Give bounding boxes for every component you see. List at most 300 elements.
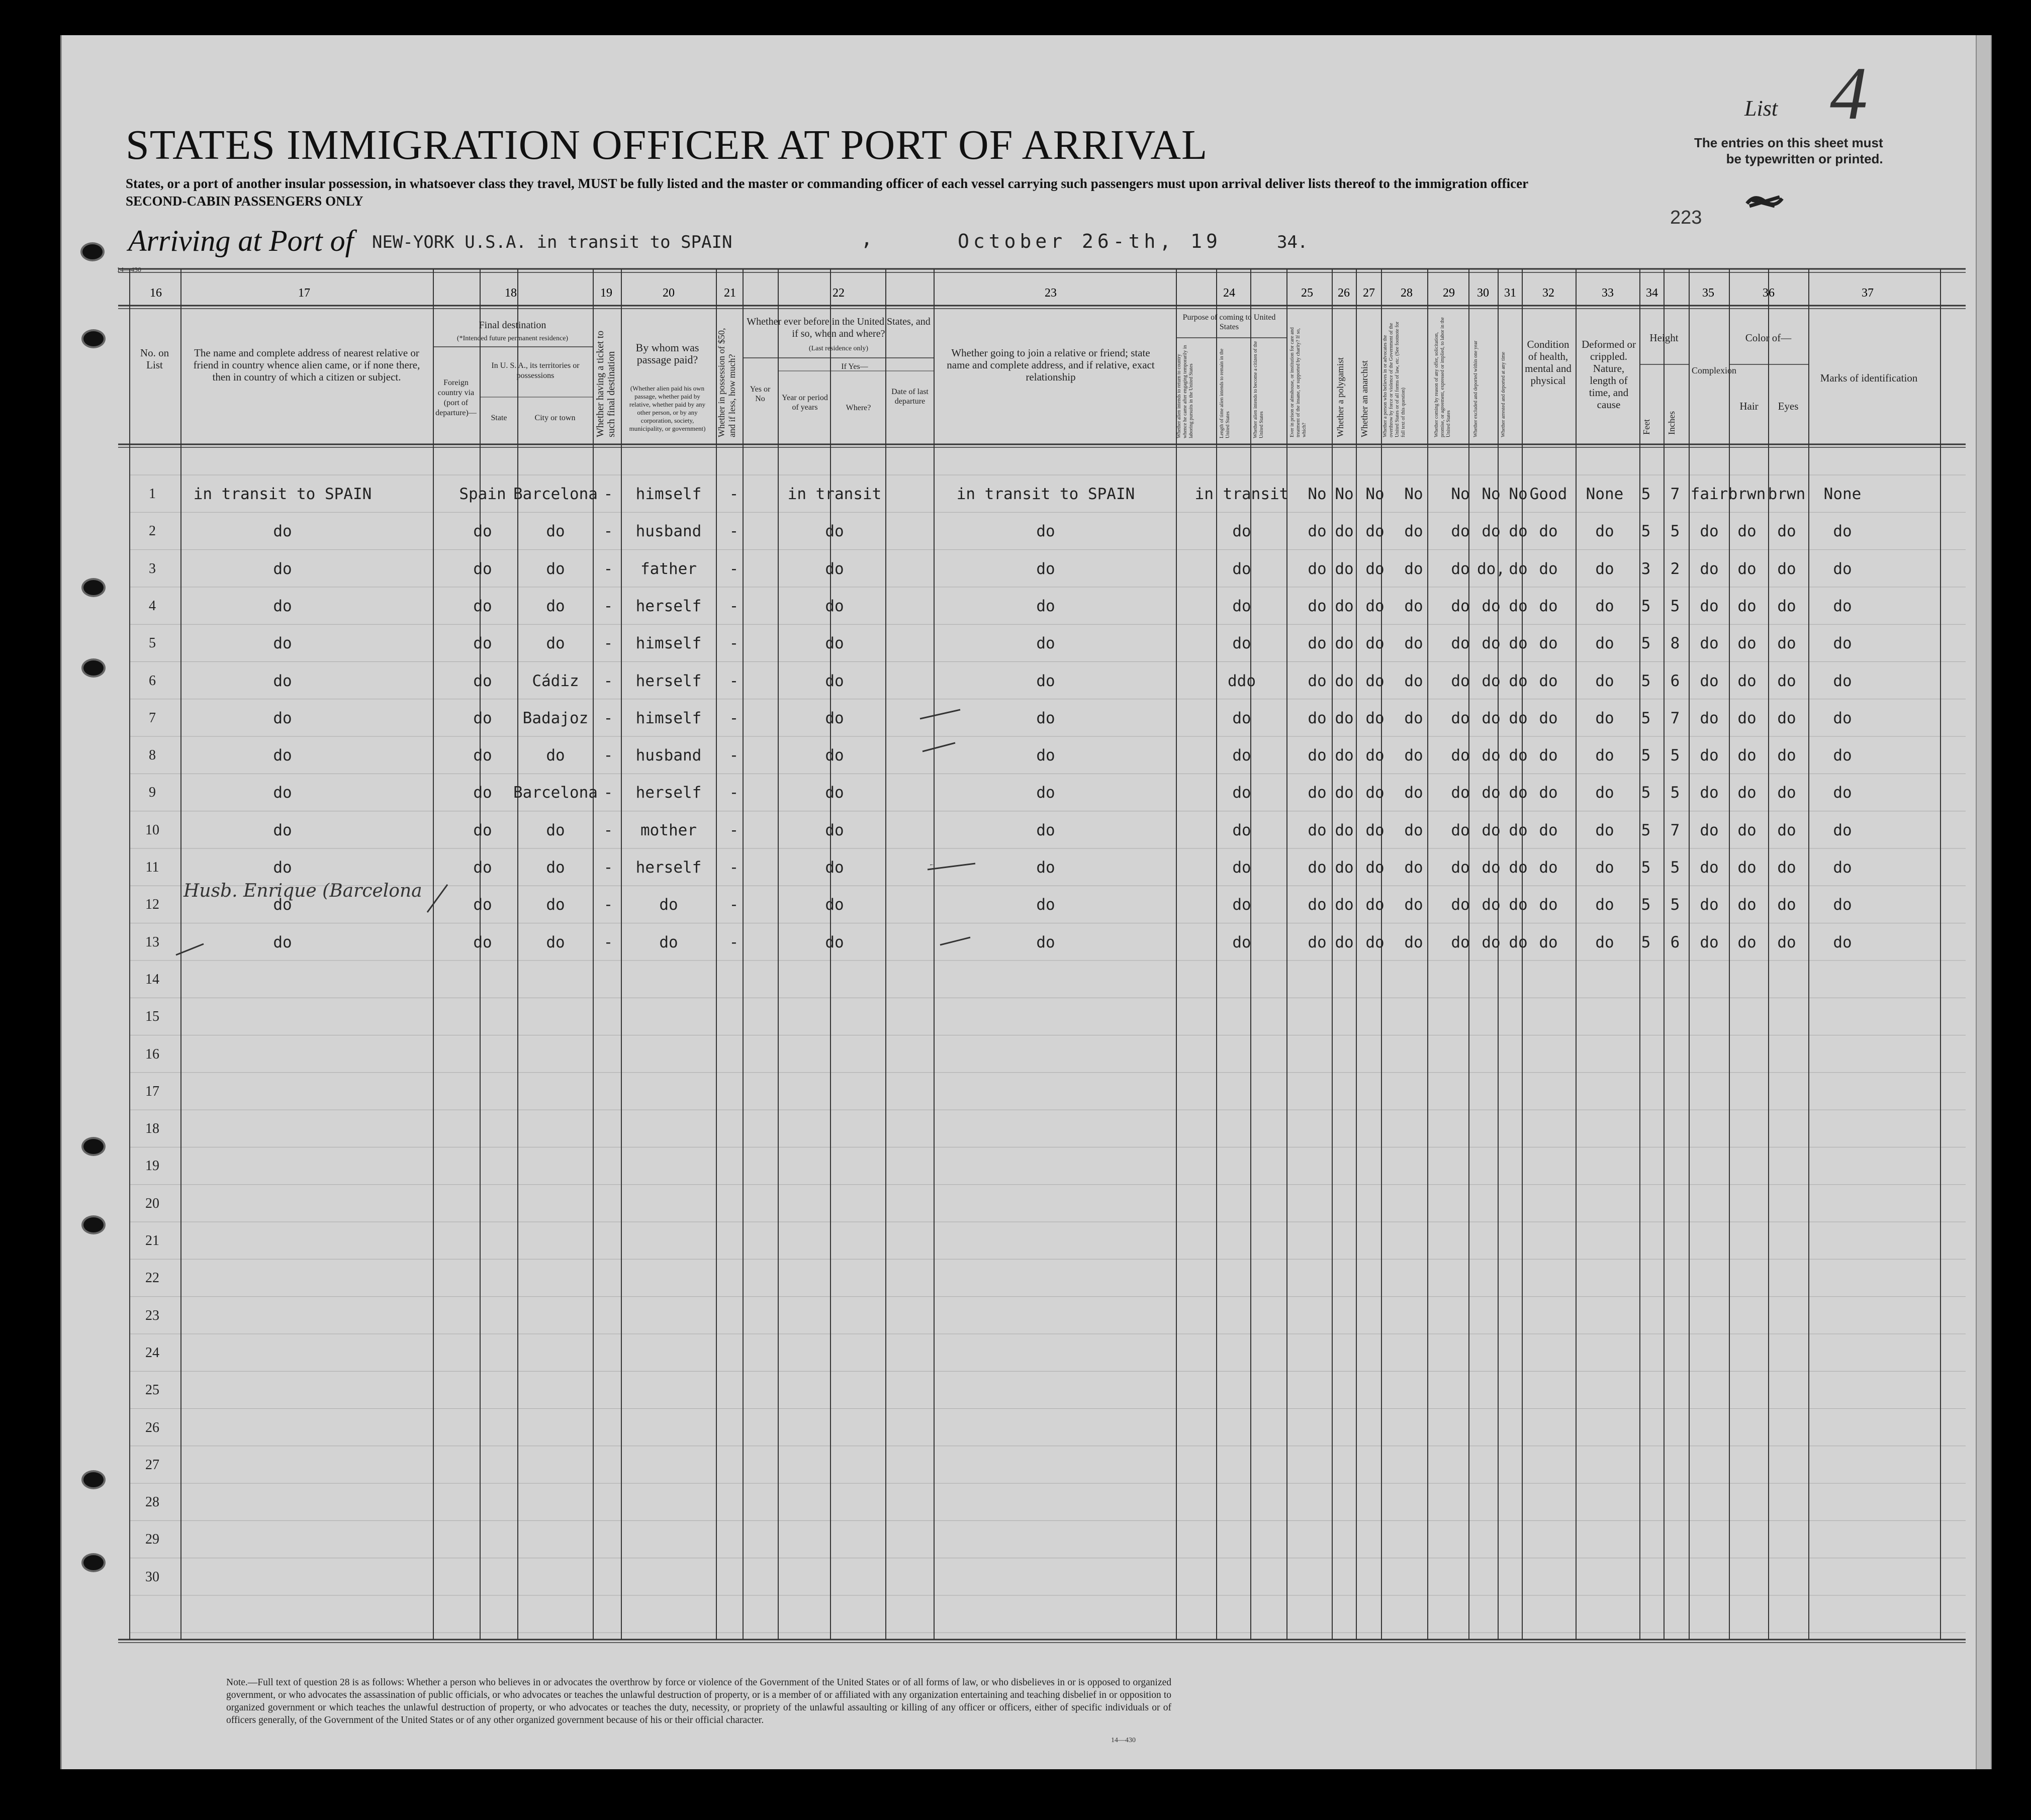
cell-ticket: - — [603, 559, 613, 578]
cell-ever-before: do — [825, 746, 844, 765]
cell-city: Barcelona — [513, 485, 598, 503]
cell-money: - — [729, 896, 739, 914]
cell-question-31: do — [1509, 933, 1528, 951]
cell-city: do — [546, 597, 565, 615]
column-number: 23 — [1045, 286, 1057, 300]
cell-polygamist: do — [1335, 709, 1354, 727]
cell-health: do — [1539, 821, 1558, 839]
cell-question-31: do — [1509, 634, 1528, 653]
cell-relative: do — [273, 634, 292, 653]
cell-prison: do — [1308, 522, 1327, 541]
cell-hair: brwn — [1728, 485, 1766, 503]
row-number: 18 — [145, 1121, 159, 1137]
cell-foreign-country: do — [473, 933, 492, 951]
cell-question-28: do — [1404, 672, 1423, 690]
cell-question-28: do — [1404, 634, 1423, 653]
cell-relative: do — [273, 896, 292, 914]
column-number: 25 — [1301, 286, 1313, 300]
cell-ticket: - — [603, 522, 613, 541]
cell-deformed: do — [1595, 522, 1614, 541]
cell-relative: do — [273, 746, 292, 765]
header-question-28: Whether a person who believes in or advocates the overthrow by force or violence of the Government of the United States or of all forms of law, etc. (See footnote for full text of this question) — [1382, 321, 1406, 437]
arriving-label: Arriving at Port of — [128, 224, 354, 257]
cell-city: do — [546, 746, 565, 765]
cell-deformed: do — [1595, 896, 1614, 914]
cell-deformed: do — [1595, 709, 1614, 727]
cell-anarchist: No — [1365, 485, 1384, 503]
row-number: 20 — [145, 1195, 159, 1211]
cell-deformed: None — [1586, 485, 1624, 503]
cell-eyes: do — [1777, 709, 1796, 727]
cell-anarchist: do — [1365, 634, 1384, 653]
column-number: 31 — [1504, 286, 1516, 300]
header-relative-address: The name and complete address of nearest relative or friend in country whence alien came, or if none there, then in country of which a citizen or subject. — [193, 347, 420, 383]
header-question-30: Whether excluded and deported within one year — [1473, 340, 1479, 437]
cell-question-31: do — [1509, 896, 1528, 914]
cell-health: do — [1539, 597, 1558, 615]
cell-marks: do — [1833, 821, 1852, 839]
cell-paid-by: himself — [635, 634, 702, 653]
cell-money: - — [729, 933, 739, 951]
cell-marks: do — [1833, 559, 1852, 578]
cell-anarchist: do — [1365, 522, 1384, 541]
arrival-date: October 26-th, 19 — [958, 230, 1222, 252]
row-number: 19 — [145, 1158, 159, 1174]
cell-ticket: - — [603, 597, 613, 615]
cell-inches: 7 — [1670, 485, 1680, 503]
cell-ever-before: do — [825, 709, 844, 727]
cell-feet: 5 — [1641, 522, 1651, 541]
cell-question-28: do — [1404, 858, 1423, 877]
header-where: Where? — [846, 404, 871, 412]
header-yes-no: Yes or No — [750, 385, 771, 403]
column-number: 30 — [1477, 286, 1489, 300]
cell-marks: do — [1833, 709, 1852, 727]
cell-complexion: do — [1700, 821, 1719, 839]
cell-hair: do — [1737, 672, 1757, 690]
cell-polygamist: do — [1335, 784, 1354, 802]
cell-question-28: No — [1404, 485, 1423, 503]
cell-city: do — [546, 821, 565, 839]
form-number-bottom: 14—430 — [1111, 1737, 1136, 1744]
cell-eyes: do — [1777, 597, 1796, 615]
cell-anarchist: do — [1365, 672, 1384, 690]
column-number: 24 — [1223, 286, 1235, 300]
cell-purpose: do — [1232, 709, 1251, 727]
cell-foreign-country: do — [473, 784, 492, 802]
cell-marks: do — [1833, 784, 1852, 802]
header-inches: Inches — [1667, 411, 1677, 435]
cell-hair: do — [1737, 784, 1757, 802]
cell-relative: do — [273, 933, 292, 951]
cell-inches: 7 — [1670, 709, 1680, 727]
cell-complexion: do — [1700, 559, 1719, 578]
cell-prison: do — [1308, 896, 1327, 914]
header-complexion: Complexion — [1692, 365, 1736, 375]
cell-prison: do — [1308, 746, 1327, 765]
cell-prison: do — [1308, 784, 1327, 802]
cell-join-relative: do — [1036, 634, 1055, 653]
cell-prison: do — [1308, 672, 1327, 690]
cell-feet: 5 — [1641, 672, 1651, 690]
cell-purpose: do — [1232, 896, 1251, 914]
header-purpose-length: Length of time alien intends to remain in the United States — [1219, 348, 1231, 438]
cell-polygamist: do — [1335, 858, 1354, 877]
header-year-period: Year or period of years — [782, 394, 828, 412]
cell-question-29: do — [1451, 896, 1470, 914]
cell-inches: 2 — [1670, 559, 1680, 578]
cell-complexion: do — [1700, 784, 1719, 802]
row-number: 2 — [149, 523, 156, 539]
cell-relative: do — [273, 597, 292, 615]
cell-complexion: do — [1700, 634, 1719, 653]
cell-paid-by: himself — [635, 485, 702, 503]
cell-ever-before: in transit — [787, 485, 882, 503]
cell-question-31: do — [1509, 746, 1528, 765]
cell-question-31: do — [1509, 709, 1528, 727]
cell-city: Cádiz — [532, 672, 579, 690]
cell-ever-before: do — [825, 559, 844, 578]
cell-complexion: do — [1700, 896, 1719, 914]
cell-ticket: - — [603, 672, 613, 690]
cell-deformed: do — [1595, 821, 1614, 839]
cell-marks: do — [1833, 634, 1852, 653]
cell-feet: 5 — [1641, 746, 1651, 765]
header-by-whom: By whom was passage paid? — [635, 341, 699, 366]
cell-purpose: do — [1232, 522, 1251, 541]
cell-question-31: do — [1509, 821, 1528, 839]
header-deformed: Deformed or crippled. Nature, length of time, and cause — [1582, 338, 1636, 411]
form-number: 14—430 — [117, 266, 141, 274]
cell-join-relative: do — [1036, 709, 1055, 727]
cell-marks: None — [1823, 485, 1862, 503]
cell-money: - — [729, 597, 739, 615]
cell-foreign-country: do — [473, 858, 492, 877]
cell-ticket: - — [603, 896, 613, 914]
header-final-destination-note: (*Intended future permanent residence) — [456, 335, 569, 342]
cell-foreign-country: do — [473, 746, 492, 765]
cell-question-29: do — [1451, 522, 1470, 541]
row-number: 8 — [149, 747, 156, 763]
cell-paid-by: do — [659, 896, 678, 914]
cell-question-30: do — [1482, 522, 1501, 541]
cell-paid-by: herself — [635, 597, 702, 615]
cell-paid-by: mother — [640, 821, 697, 839]
cell-prison: No — [1308, 485, 1327, 503]
cell-money: - — [729, 858, 739, 877]
header-ticket: Whether having a ticket to such final destination — [595, 330, 617, 437]
row-number: 4 — [149, 598, 156, 614]
cell-question-28: do — [1404, 597, 1423, 615]
cell-feet: 5 — [1641, 933, 1651, 951]
cell-ticket: - — [603, 485, 613, 503]
cell-foreign-country: do — [473, 672, 492, 690]
row-number: 1 — [149, 486, 156, 502]
cell-health: do — [1539, 634, 1558, 653]
row-number: 10 — [145, 822, 159, 838]
cell-relative: do — [273, 709, 292, 727]
column-number: 37 — [1862, 286, 1874, 300]
port-of-arrival: NEW-YORK U.S.A. in transit to SPAIN — [372, 232, 732, 252]
cell-inches: 6 — [1670, 672, 1680, 690]
cell-deformed: do — [1595, 784, 1614, 802]
cell-prison: do — [1308, 597, 1327, 615]
header-condition: Condition of health, mental and physical — [1525, 338, 1572, 387]
cell-question-29: do — [1451, 559, 1470, 578]
cell-ever-before: do — [825, 672, 844, 690]
header-eyes: Eyes — [1778, 400, 1799, 412]
cell-money: - — [729, 522, 739, 541]
cell-relative: do — [273, 672, 292, 690]
cell-health: do — [1539, 858, 1558, 877]
cell-paid-by: herself — [635, 858, 702, 877]
cell-anarchist: do — [1365, 933, 1384, 951]
cell-eyes: do — [1777, 821, 1796, 839]
column-number: 32 — [1542, 286, 1554, 300]
cell-polygamist: do — [1335, 522, 1354, 541]
cell-city: do — [546, 933, 565, 951]
cell-question-30: do — [1482, 896, 1501, 914]
header-if-yes: If Yes— — [841, 362, 868, 371]
cell-join-relative: in transit to SPAIN — [956, 485, 1135, 503]
cell-join-relative: do — [1036, 746, 1055, 765]
cell-question-29: do — [1451, 672, 1470, 690]
header-anarchist: Whether an anarchist — [1359, 360, 1369, 437]
row-number: 28 — [145, 1494, 159, 1510]
cell-foreign-country: do — [473, 559, 492, 578]
row-number: 30 — [145, 1569, 159, 1585]
cell-prison: do — [1308, 858, 1327, 877]
cell-city: do — [546, 522, 565, 541]
cell-eyes: do — [1777, 634, 1796, 653]
handwritten-annotation: Husb. Enrique (Barcelona — [183, 881, 422, 901]
cell-join-relative: do — [1036, 672, 1055, 690]
cell-polygamist: do — [1335, 559, 1354, 578]
header-question-29: Whether coming by reason of any offer, solicitation, promise, or agreement, expressed or implied, to labor in the United States — [1434, 317, 1451, 437]
row-number: 9 — [149, 785, 156, 801]
cell-paid-by: do — [659, 933, 678, 951]
cell-question-31: No — [1509, 485, 1528, 503]
cell-polygamist: do — [1335, 933, 1354, 951]
cell-relative: do — [273, 858, 292, 877]
cell-anarchist: do — [1365, 784, 1384, 802]
list-number: 4 — [1830, 52, 1868, 135]
cell-ticket: - — [603, 784, 613, 802]
column-number: 17 — [298, 286, 310, 300]
cell-question-30: do — [1482, 634, 1501, 653]
arrival-year: 34. — [1277, 232, 1308, 252]
cell-marks: do — [1833, 522, 1852, 541]
cell-join-relative: do — [1036, 522, 1055, 541]
row-number: 15 — [145, 1009, 159, 1025]
cell-eyes: do — [1777, 896, 1796, 914]
cell-purpose: do — [1232, 821, 1251, 839]
cell-ever-before: do — [825, 634, 844, 653]
cell-paid-by: herself — [635, 784, 702, 802]
column-number: 28 — [1401, 286, 1413, 300]
cell-ticket: - — [603, 746, 613, 765]
row-number: 27 — [145, 1457, 159, 1473]
cell-ticket: - — [603, 821, 613, 839]
cell-money: - — [729, 634, 739, 653]
cell-question-31: do — [1509, 559, 1528, 578]
header-join-relative: Whether going to join a relative or friend; state name and complete address, and if relative, exact relationship — [947, 347, 1155, 383]
header-feet: Feet — [1641, 419, 1651, 435]
cell-hair: do — [1737, 559, 1757, 578]
cell-question-30: do — [1482, 784, 1501, 802]
row-number: 16 — [145, 1046, 159, 1062]
cell-hair: do — [1737, 522, 1757, 541]
cell-hair: do — [1737, 896, 1757, 914]
cell-ticket: - — [603, 933, 613, 951]
cell-city: do — [546, 858, 565, 877]
cell-question-31: do — [1509, 672, 1528, 690]
cell-question-29: do — [1451, 746, 1470, 765]
cell-city: Barcelona — [513, 784, 598, 802]
row-number: 21 — [145, 1233, 159, 1249]
cell-eyes: do — [1777, 746, 1796, 765]
cell-question-28: do — [1404, 559, 1423, 578]
cell-inches: 8 — [1670, 634, 1680, 653]
cell-ever-before: do — [825, 821, 844, 839]
header-height: Height — [1649, 332, 1679, 344]
cell-city: do — [546, 896, 565, 914]
cell-foreign-country: do — [473, 634, 492, 653]
cell-relative: do — [273, 559, 292, 578]
cell-ever-before: do — [825, 784, 844, 802]
cell-ticket: - — [603, 709, 613, 727]
cell-polygamist: do — [1335, 672, 1354, 690]
cell-hair: do — [1737, 821, 1757, 839]
cell-paid-by: father — [640, 559, 697, 578]
cell-health: do — [1539, 522, 1558, 541]
column-number: 16 — [150, 286, 162, 300]
cell-purpose: do — [1232, 597, 1251, 615]
header-final-destination: Final destination — [479, 320, 546, 331]
cell-question-30: do — [1482, 597, 1501, 615]
cell-eyes: do — [1777, 522, 1796, 541]
cell-eyes: do — [1777, 933, 1796, 951]
cell-join-relative: do — [1036, 933, 1055, 951]
cell-money: - — [729, 485, 739, 503]
cell-polygamist: do — [1335, 821, 1354, 839]
cell-polygamist: No — [1335, 485, 1354, 503]
cell-relative: do — [273, 821, 292, 839]
header-last-residence: (Last residence only) — [808, 345, 869, 352]
cell-relative: in transit to SPAIN — [193, 485, 372, 503]
column-number: 29 — [1443, 286, 1455, 300]
cell-hair: do — [1737, 634, 1757, 653]
cell-complexion: do — [1700, 597, 1719, 615]
cell-eyes: do — [1777, 784, 1796, 802]
cell-question-30: No — [1482, 485, 1501, 503]
cell-inches: 5 — [1670, 746, 1680, 765]
column-number: 36 — [1763, 286, 1775, 300]
cell-marks: do — [1833, 858, 1852, 877]
page-title: STATES IMMIGRATION OFFICER AT PORT OF ARRIVAL — [126, 122, 1208, 168]
header-marks: Marks of identification — [1820, 372, 1918, 384]
cell-eyes: do — [1777, 858, 1796, 877]
cell-deformed: do — [1595, 933, 1614, 951]
header-prison: Ever in prison or almshouse, or institution for care and treatment of the insane, or supported by charity? If so, which? — [1289, 327, 1307, 437]
cell-question-28: do — [1404, 784, 1423, 802]
header-city: City or town — [534, 414, 576, 422]
cell-question-30: do — [1482, 746, 1501, 765]
cell-city: do — [546, 559, 565, 578]
cell-money: - — [729, 672, 739, 690]
cell-prison: do — [1308, 634, 1327, 653]
cell-question-28: do — [1404, 709, 1423, 727]
cell-health: do — [1539, 896, 1558, 914]
cell-deformed: do — [1595, 597, 1614, 615]
cell-feet: 5 — [1641, 709, 1651, 727]
cell-hair: do — [1737, 597, 1757, 615]
cell-question-29: do — [1451, 597, 1470, 615]
cell-deformed: do — [1595, 559, 1614, 578]
cell-ticket: - — [603, 858, 613, 877]
cell-inches: 5 — [1670, 896, 1680, 914]
header-purpose: Purpose of coming to United States — [1182, 313, 1276, 331]
cell-money: - — [729, 784, 739, 802]
row-number: 23 — [145, 1307, 159, 1323]
cell-question-31: do — [1509, 597, 1528, 615]
column-number: 21 — [724, 286, 736, 300]
cell-health: do — [1539, 784, 1558, 802]
cell-anarchist: do — [1365, 746, 1384, 765]
cell-question-29: do — [1451, 709, 1470, 727]
header-by-whom-note: (Whether alien paid his own passage, whether paid by relative, whether paid by any other person, or by any corporation, society, municipality, or government) — [629, 385, 706, 432]
column-number: 22 — [833, 286, 845, 300]
cell-foreign-country: do — [473, 896, 492, 914]
cell-purpose: do — [1232, 559, 1251, 578]
cell-marks: do — [1833, 672, 1852, 690]
cell-join-relative: do — [1036, 858, 1055, 877]
cell-inches: 6 — [1670, 933, 1680, 951]
cell-inches: 5 — [1670, 522, 1680, 541]
cell-health: Good — [1529, 485, 1567, 503]
cell-join-relative: do — [1036, 896, 1055, 914]
cell-money: - — [729, 709, 739, 727]
cell-question-29: do — [1451, 821, 1470, 839]
cell-question-28: do — [1404, 821, 1423, 839]
cell-paid-by: himself — [635, 709, 702, 727]
cell-question-31: do — [1509, 784, 1528, 802]
cell-complexion: do — [1700, 672, 1719, 690]
row-number: 12 — [145, 897, 159, 913]
cell-anarchist: do — [1365, 821, 1384, 839]
cell-money: - — [729, 821, 739, 839]
cell-feet: 5 — [1641, 896, 1651, 914]
cell-deformed: do — [1595, 634, 1614, 653]
column-number: 19 — [600, 286, 612, 300]
cell-paid-by: husband — [635, 746, 702, 765]
header-question-31: Whether arrested and deported at any time — [1501, 352, 1506, 437]
header-possession: Whether in possession of $50, and if less, how much? — [716, 328, 737, 437]
cell-question-30: do — [1482, 933, 1501, 951]
row-number: 22 — [145, 1270, 159, 1286]
cell-polygamist: do — [1335, 634, 1354, 653]
row-number: 14 — [145, 971, 159, 987]
cell-complexion: do — [1700, 709, 1719, 727]
stamp-number: 223 — [1670, 207, 1702, 228]
cell-marks: do — [1833, 746, 1852, 765]
row-number: 24 — [145, 1345, 159, 1361]
row-number: 11 — [145, 859, 159, 875]
cell-ever-before: do — [825, 933, 844, 951]
cell-marks: do — [1833, 597, 1852, 615]
cell-question-30: do — [1482, 709, 1501, 727]
cell-purpose: do — [1232, 933, 1251, 951]
